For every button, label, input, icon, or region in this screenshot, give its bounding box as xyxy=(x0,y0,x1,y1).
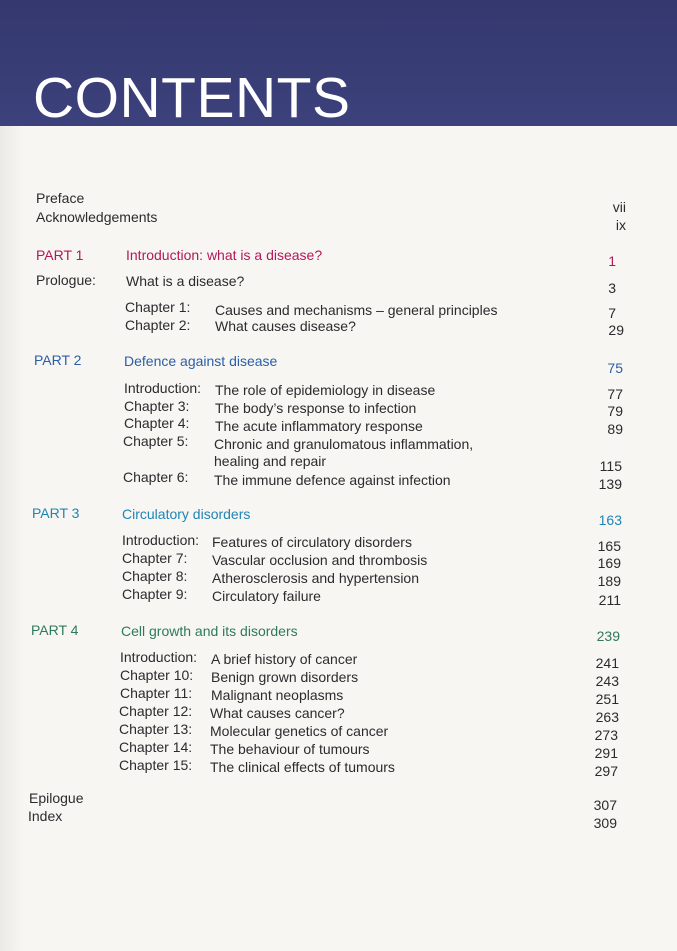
entry-prefix: Chapter 10: xyxy=(120,667,194,683)
back-entry-index: Index xyxy=(28,808,63,824)
entry-title: Features of circulatory disorders xyxy=(212,534,412,550)
part-title-3: Circulatory disorders xyxy=(122,506,251,522)
entry-title: Vascular occlusion and thrombosis xyxy=(212,552,428,568)
entry-title: What is a disease? xyxy=(126,273,245,289)
entry-prefix: Chapter 2: xyxy=(125,317,191,333)
part-title-4: Cell growth and its disorders xyxy=(121,623,298,639)
entry-page: 291 xyxy=(594,745,618,761)
back-page-index: 309 xyxy=(593,815,617,831)
entry-page: 165 xyxy=(597,538,621,554)
entry-title: What causes cancer? xyxy=(210,705,345,721)
entry-prefix: Chapter 13: xyxy=(119,721,193,737)
entry-page: 79 xyxy=(607,403,623,419)
entry-title: Molecular genetics of cancer xyxy=(210,723,389,739)
entry-page: 115 xyxy=(599,458,622,474)
entry-prefix: Chapter 9: xyxy=(122,586,188,602)
part-page-4: 239 xyxy=(596,628,620,644)
entry-page: 139 xyxy=(598,476,622,492)
entry-page: 89 xyxy=(607,421,623,437)
entry-title: The acute inflammatory response xyxy=(215,418,423,434)
entry-prefix: Chapter 14: xyxy=(119,739,193,755)
front-page-preface: vii xyxy=(612,199,626,215)
part-label-4: PART 4 xyxy=(31,622,79,638)
entry-page: 243 xyxy=(595,673,619,689)
entry-prefix: Introduction: xyxy=(120,649,198,665)
entry-prefix: Chapter 8: xyxy=(122,568,188,584)
part-label-2: PART 2 xyxy=(34,352,82,368)
entry-page: 211 xyxy=(598,592,621,608)
entry-title: The body’s response to infection xyxy=(215,400,417,416)
front-entry-acknowledgements: Acknowledgements xyxy=(36,209,158,225)
entry-title: The role of epidemiology in disease xyxy=(215,382,436,398)
entry-prefix: Prologue: xyxy=(36,272,96,288)
entry-prefix: Chapter 5: xyxy=(123,433,189,449)
entry-prefix: Chapter 7: xyxy=(122,550,188,566)
entry-prefix: Chapter 11: xyxy=(120,685,193,701)
entry-prefix: Chapter 15: xyxy=(119,757,193,773)
entry-title-continued: healing and repair xyxy=(214,453,327,469)
entry-title: What causes disease? xyxy=(215,318,356,334)
front-entry-preface: Preface xyxy=(36,190,85,206)
entry-page: 241 xyxy=(595,655,619,671)
entry-prefix: Chapter 3: xyxy=(124,398,190,414)
entry-page: 273 xyxy=(594,727,618,743)
entry-title: The behaviour of tumours xyxy=(210,741,370,757)
entry-title: The clinical effects of tumours xyxy=(210,759,395,775)
front-page-acknowledgements: ix xyxy=(615,217,626,233)
entry-page: 3 xyxy=(608,280,616,296)
back-entry-epilogue: Epilogue xyxy=(29,790,84,806)
entry-prefix: Chapter 12: xyxy=(119,703,193,719)
part-label-1: PART 1 xyxy=(36,247,84,263)
part-page-2: 75 xyxy=(607,360,623,376)
part-label-3: PART 3 xyxy=(32,505,80,521)
entry-title: Malignant neoplasms xyxy=(211,687,344,703)
entry-title: The immune defence against infection xyxy=(214,472,451,488)
header-banner xyxy=(0,0,677,130)
entry-title: Chronic and granulomatous inflammation, xyxy=(214,436,474,452)
entry-page: 263 xyxy=(595,709,619,725)
part-page-1: 1 xyxy=(608,253,616,269)
entry-title: Causes and mechanisms – general principles xyxy=(215,302,498,318)
entry-title: Benign grown disorders xyxy=(211,669,359,685)
entry-page: 297 xyxy=(594,763,618,779)
entry-prefix: Chapter 6: xyxy=(123,469,189,485)
entry-page: 189 xyxy=(597,573,621,589)
entry-page: 169 xyxy=(597,555,621,571)
entry-page: 7 xyxy=(608,305,616,321)
page-title: CONTENTS xyxy=(33,66,351,130)
entry-prefix: Chapter 4: xyxy=(124,415,190,431)
page-gutter-shadow xyxy=(0,126,24,951)
entry-title: Atherosclerosis and hypertension xyxy=(212,570,420,586)
entry-title: Circulatory failure xyxy=(212,588,321,604)
entry-page: 251 xyxy=(595,691,619,707)
part-page-3: 163 xyxy=(598,512,622,528)
entry-prefix: Introduction: xyxy=(122,532,200,548)
entry-title: A brief history of cancer xyxy=(211,651,358,667)
entry-page: 29 xyxy=(608,322,624,338)
entry-page: 77 xyxy=(607,386,623,402)
back-page-epilogue: 307 xyxy=(593,797,617,813)
part-title-1: Introduction: what is a disease? xyxy=(126,247,323,263)
part-title-2: Defence against disease xyxy=(124,353,278,369)
entry-prefix: Chapter 1: xyxy=(125,299,191,315)
entry-prefix: Introduction: xyxy=(124,380,202,396)
